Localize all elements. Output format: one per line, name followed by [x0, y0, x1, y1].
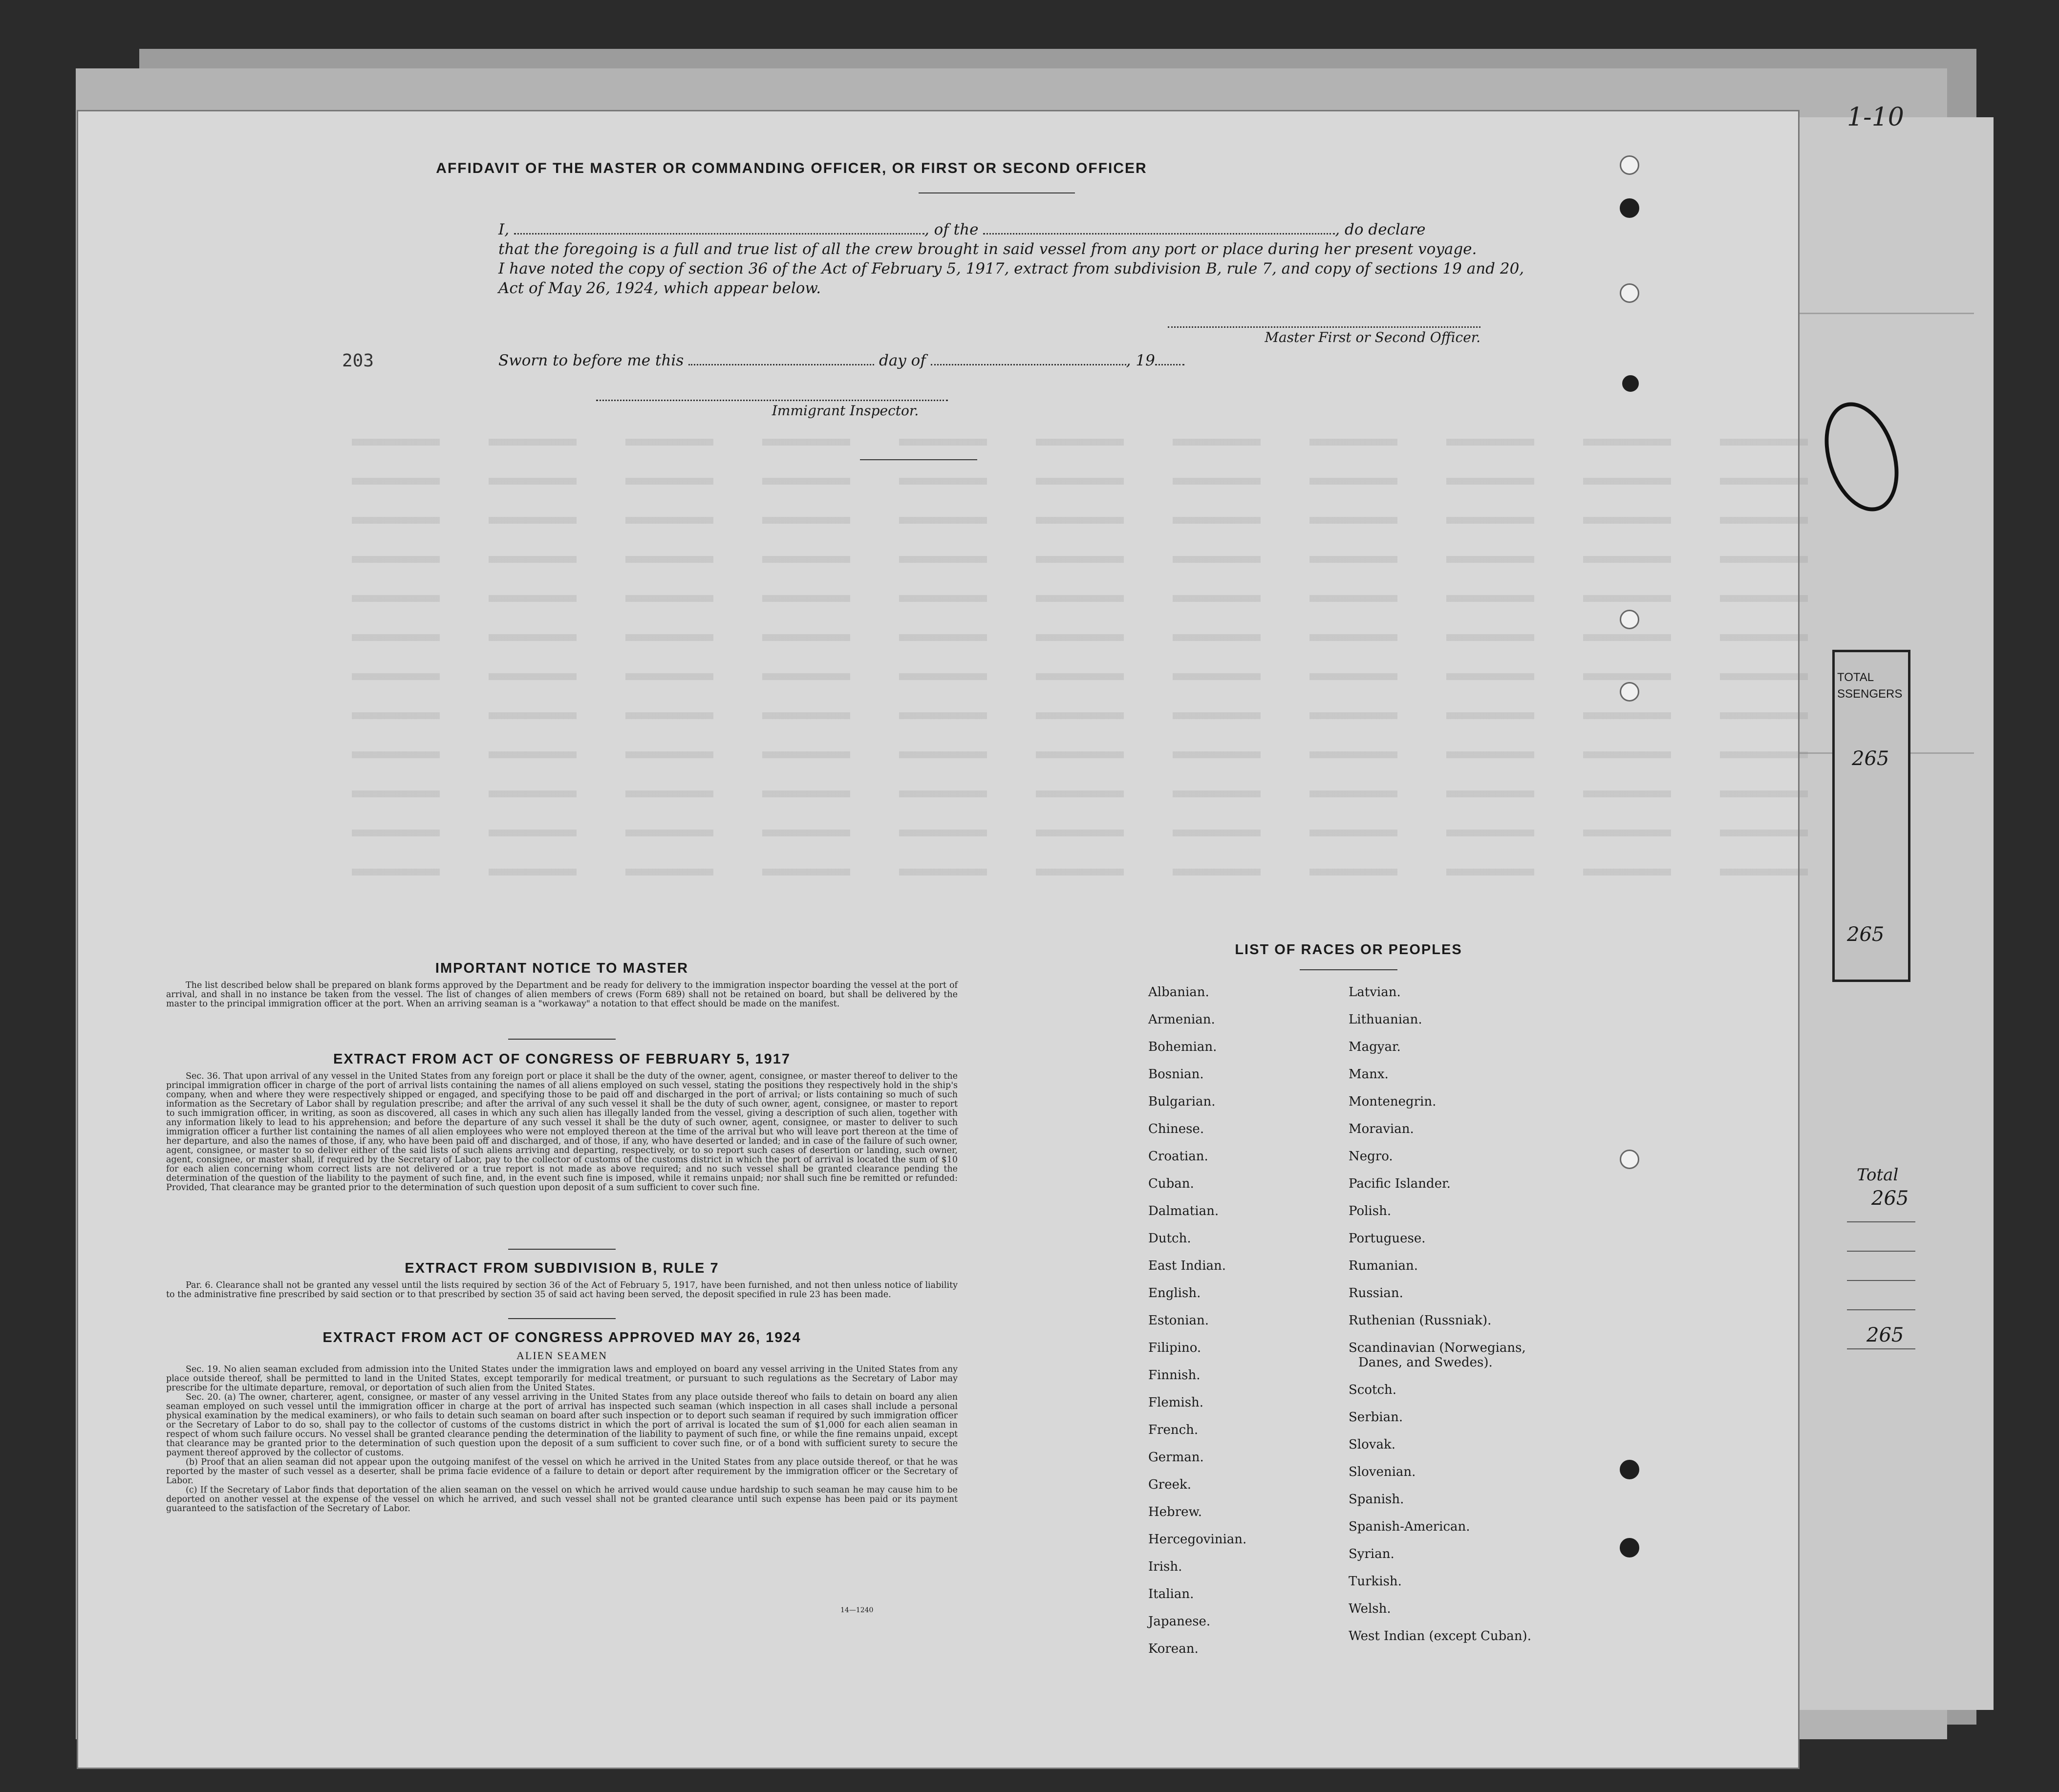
extract-rule7-title: EXTRACT FROM SUBDIVISION B, RULE 7 [405, 1260, 719, 1276]
ledger-rule [1847, 1348, 1915, 1349]
divider [508, 1318, 616, 1319]
extract-1924-title: EXTRACT FROM ACT OF CONGRESS APPROVED MAY 26, 1924 [322, 1330, 801, 1345]
show-through-row [352, 790, 1818, 797]
extract-1924-text [166, 1365, 958, 1514]
show-through-row [352, 556, 1818, 563]
notice-text [166, 981, 958, 1009]
affidavit-line-2: that the foregoing is a full and true list of all the crew brought in said vessel from any port or place during her present voyage. [498, 240, 1477, 258]
race-item: Chinese. [1148, 1122, 1204, 1136]
section-19-paragraph: Sec. 19. No alien seaman excluded from admission into the United States under the immigration laws and employed on board any vessel arriving in the United States from any place outside thereof, shall be permitted to land in the United States, except temporarily for medical treatment, or pursuant to such regulations as the Secretary of Labor may prescribe for the ultimate departure, removal, or deportation of such alien from the United States. [166, 1365, 958, 1393]
race-item: Ruthenian (Russniak). [1349, 1313, 1492, 1328]
show-through-row [352, 830, 1818, 836]
divider [919, 192, 1075, 193]
form-number: 14—1240 [840, 1606, 874, 1614]
show-through-row [352, 439, 1818, 446]
race-item: Scandinavian (Norwegians, [1349, 1341, 1526, 1355]
affidavit-title: AFFIDAVIT OF THE MASTER OR COMMANDING OFFICER, OR FIRST OR SECOND OFFICER [436, 160, 1147, 176]
affidavit-text: , do declare [1335, 221, 1426, 238]
section-20b-paragraph: (b) Proof that an alien seaman did not appear upon the outgoing manifest of the vessel on which he arrived in the United States from any place outside thereof, or that he was reported by the master of such vessel as a deserter, shall be prima facie evidence of a failure to detain or deport after requirement by the immigration officer or the Secretary of Labor. [166, 1457, 958, 1486]
officer-signature-line[interactable] [1168, 326, 1480, 328]
race-item: Scotch. [1349, 1383, 1397, 1397]
officer-signature-label: Master First or Second Officer. [1265, 329, 1480, 345]
race-item: Danes, and Swedes). [1358, 1355, 1493, 1370]
race-item: Negro. [1349, 1149, 1393, 1164]
show-through-row [352, 673, 1818, 680]
extract-rule7-text [166, 1281, 958, 1300]
affidavit-text: Sworn to before me this [498, 352, 684, 369]
page-stamp-number: 203 [342, 351, 374, 371]
race-item: Bohemian. [1148, 1040, 1217, 1054]
vessel-blank[interactable] [983, 222, 1335, 235]
affidavit-line-4: Act of May 26, 1924, which appear below. [498, 279, 821, 297]
total-passengers-heading [1837, 669, 1902, 703]
race-item: Croatian. [1148, 1149, 1208, 1164]
total-head-line: SSENGERS [1837, 687, 1903, 701]
handwritten-total: 265 [1847, 923, 1885, 946]
race-item: Spanish-American. [1349, 1519, 1470, 1534]
show-through-row [352, 869, 1818, 875]
section-20a-paragraph: Sec. 20. (a) The owner, charterer, agent, consignee, or master of any vessel arriving in the United States from any place outside thereof who fails to detain on board any alien seaman employed on such vessel until the immigration officer in charge at the port of arrival has inspected such seaman (which inspection in all cases shall include a personal physical examination by the medical examiners), or who fails to detain such seaman on board after such inspection or to deport such seaman if required by such immigration officer or the Secretary of Labor to do so, shall pay to the collector of customs of the customs district in which the port of arrival is located the sum of $1,000 for each alien seaman in respect of whom such failure occurs. No vessel shall be granted clearance pending the determination of the liability to payment of such fine, or while the fine remains unpaid, except that clearance may be granted prior to the determination of such question upon the deposit of a sum sufficient to cover such fine, or of a bond with sufficient surety to secure the payment thereof approved by the collector of customs. [166, 1392, 958, 1458]
extract-1917-title: EXTRACT FROM ACT OF CONGRESS OF FEBRUARY 5, 1917 [333, 1051, 791, 1067]
section-20c-paragraph: (c) If the Secretary of Labor finds that deportation of the alien seaman on the vessel on which he arrived would cause undue hardship to such seaman he may cause him to be deported on another vessel at the expense of the vessel on which he arrived, and such vessel shall not be granted clearance until such expense has been paid or its payment guaranteed to the satisfaction of the Secretary of Labor. [166, 1485, 958, 1514]
sworn-month-blank[interactable] [931, 353, 1126, 365]
race-item: Hercegovinian. [1148, 1532, 1247, 1547]
inspector-signature-label: Immigrant Inspector. [772, 403, 919, 419]
alien-seamen-subtitle: ALIEN SEAMEN [516, 1349, 607, 1362]
race-item: Italian. [1148, 1587, 1194, 1601]
sworn-line [498, 352, 1184, 369]
race-item: Portuguese. [1349, 1231, 1426, 1246]
handwritten-total: 265 [1871, 1187, 1909, 1210]
race-item: Turkish. [1349, 1574, 1402, 1589]
punch-hole [1620, 610, 1639, 629]
race-item: Montenegrin. [1349, 1094, 1437, 1109]
race-item: Greek. [1148, 1477, 1191, 1492]
race-item: Magyar. [1349, 1040, 1401, 1054]
show-through-row [352, 712, 1818, 719]
punch-hole [1622, 375, 1639, 392]
name-blank[interactable] [514, 222, 924, 235]
race-item: French. [1148, 1423, 1199, 1437]
race-item: Pacific Islander. [1349, 1176, 1451, 1191]
show-through-row [352, 478, 1818, 485]
sworn-year-blank[interactable] [1155, 353, 1184, 365]
race-item: Albanian. [1148, 985, 1209, 1000]
handwritten-total: 265 [1852, 747, 1889, 770]
race-item: Cuban. [1148, 1176, 1194, 1191]
affidavit-text: , of the [924, 221, 979, 238]
affidavit-text: day of [879, 352, 926, 369]
race-item: East Indian. [1148, 1259, 1226, 1273]
race-item: Hebrew. [1148, 1505, 1202, 1519]
race-item: Flemish. [1148, 1395, 1204, 1410]
race-item: Japanese. [1148, 1614, 1211, 1629]
race-item: Lithuanian. [1349, 1012, 1422, 1027]
show-through-row [352, 634, 1818, 641]
punch-hole [1620, 1460, 1639, 1479]
race-item: Spanish. [1349, 1492, 1404, 1507]
race-item: Latvian. [1349, 985, 1401, 1000]
race-item: Slovak. [1349, 1437, 1395, 1452]
sworn-day-blank[interactable] [688, 353, 874, 365]
race-item: Finnish. [1148, 1368, 1201, 1383]
affidavit-line-3: I have noted the copy of section 36 of the Act of February 5, 1917, extract from subdivision B, rule 7, and copy of sections 19 and 20, [498, 260, 1524, 277]
extract-1917-text [166, 1072, 958, 1193]
show-through-row [352, 595, 1818, 602]
ledger-rule [1847, 1280, 1915, 1281]
ledger-rule [1847, 1251, 1915, 1252]
race-item: Irish. [1148, 1559, 1182, 1574]
race-item: Welsh. [1349, 1601, 1391, 1616]
divider [508, 1249, 616, 1250]
punch-hole [1620, 155, 1639, 175]
paragraph-6: Par. 6. Clearance shall not be granted any vessel until the lists required by section 36 of the Act of February 5, 1917, have been furnished, and not then unless notice of liability to the administrative fine prescribed by said section or to that prescribed by section 35 of said act having been served, the deposit specified in rule 23 has been made. [166, 1280, 958, 1300]
punch-hole [1620, 283, 1639, 303]
race-item: Serbian. [1349, 1410, 1403, 1425]
notice-paragraph: The list described below shall be prepared on blank forms approved by the Department and be ready for delivery to the immigration inspector boarding the vessel at the port of arrival, and shall in no instance be taken from the vessel. The list of changes of alien members of crews (Form 689) shall not be retained on board, but shall be delivered by the master to the principal immigration officer at the port. When an arriving seaman is a "workaway" a notation to that effect should be made on the manifest. [166, 981, 958, 1009]
race-item: Manx. [1349, 1067, 1389, 1082]
handwritten-page-note: 1-10 [1847, 103, 1904, 132]
race-item: Syrian. [1349, 1547, 1394, 1561]
races-list-title: LIST OF RACES OR PEOPLES [1235, 942, 1462, 958]
race-item: Bosnian. [1148, 1067, 1204, 1082]
handwritten-total-label: Total [1857, 1165, 1899, 1185]
race-item: Moravian. [1349, 1122, 1414, 1136]
affidavit-line-1 [498, 220, 1500, 239]
punch-hole [1620, 1538, 1639, 1557]
race-item: Bulgarian. [1148, 1094, 1216, 1109]
crew-list-affidavit-page [78, 111, 1798, 1768]
punch-hole [1620, 198, 1639, 218]
race-item: Slovenian. [1349, 1465, 1416, 1479]
handwritten-total: 265 [1866, 1324, 1904, 1346]
race-item: Russian. [1349, 1286, 1403, 1301]
punch-hole [1620, 1150, 1639, 1169]
inspector-signature-line[interactable] [596, 400, 948, 401]
punch-hole [1620, 682, 1639, 702]
affidavit-text: , 19 [1126, 352, 1155, 369]
race-item: West Indian (except Cuban). [1349, 1629, 1531, 1643]
race-item: German. [1148, 1450, 1204, 1465]
ledger-rule [1847, 1309, 1915, 1310]
race-item: Armenian. [1148, 1012, 1215, 1027]
race-item: Filipino. [1148, 1341, 1201, 1355]
affidavit-text: I, [498, 221, 510, 238]
race-item: Polish. [1349, 1204, 1392, 1218]
race-item: English. [1148, 1286, 1201, 1301]
race-item: Dalmatian. [1148, 1204, 1219, 1218]
race-item: Dutch. [1148, 1231, 1191, 1246]
show-through-row [352, 517, 1818, 524]
section-36-paragraph: Sec. 36. That upon arrival of any vessel in the United States from any foreign port or place it shall be the duty of the owner, agent, consignee, or master thereof to deliver to the principal immigration officer in charge of the port of arrival lists containing the names of all aliens employed on such vessel, stating the positions they respectively hold in the ship's company, when and where they were respectively shipped or engaged, and specifying those to be paid off and discharged in the port of arrival; or lists containing so much of such information as the Secretary of Labor shall by regulation prescribe; and after the arrival of any such vessel it shall be the duty of such owner, agent, consignee, or master to report to such immigration officer, in writing, as soon as discovered, all cases in which any such alien has illegally landed from the vessel, giving a description of such alien, together with any information likely to lead to his apprehension; and before the departure of any such vessel it shall be the duty of such owner, agent, consignee, or master to deliver to such immigration officer a further list containing the names of all alien employees who were not employed thereon at the time of the arrival but who will leave port thereon at the time of her departure, and also the names of those, if any, who have been paid off and discharged, and of those, if any, who have deserted or landed; and in case of the failure of such owner, agent, consignee, or master to so deliver either of the said lists of such aliens arriving and departing, respectively, or to so report such cases of desertion or landing, such owner, agent, consignee, or master shall, if required by the Secretary of Labor, pay to the collector of customs of the customs district in which the port of arrival is located the sum of $10 for each alien concerning whom correct lists are not delivered or a true report is not made as above required; and no such vessel shall be granted clearance pending the determination of the question of the liability to the payment of such fine, and, in the event such fine is imposed, while it remains unpaid; nor shall such fine be remitted or refunded: Provided, That clearance may be granted prior to the determination of such question upon deposit of a sum sufficient to cover such fine. [166, 1071, 958, 1193]
race-item: Estonian. [1148, 1313, 1209, 1328]
race-item: Rumanian. [1349, 1259, 1418, 1273]
divider [860, 459, 977, 460]
total-head-line: TOTAL [1837, 671, 1874, 684]
race-item: Korean. [1148, 1642, 1199, 1656]
notice-title: IMPORTANT NOTICE TO MASTER [435, 960, 689, 976]
ledger-rule [1847, 1221, 1915, 1222]
show-through-row [352, 751, 1818, 758]
divider [1300, 969, 1397, 970]
divider [508, 1039, 616, 1040]
